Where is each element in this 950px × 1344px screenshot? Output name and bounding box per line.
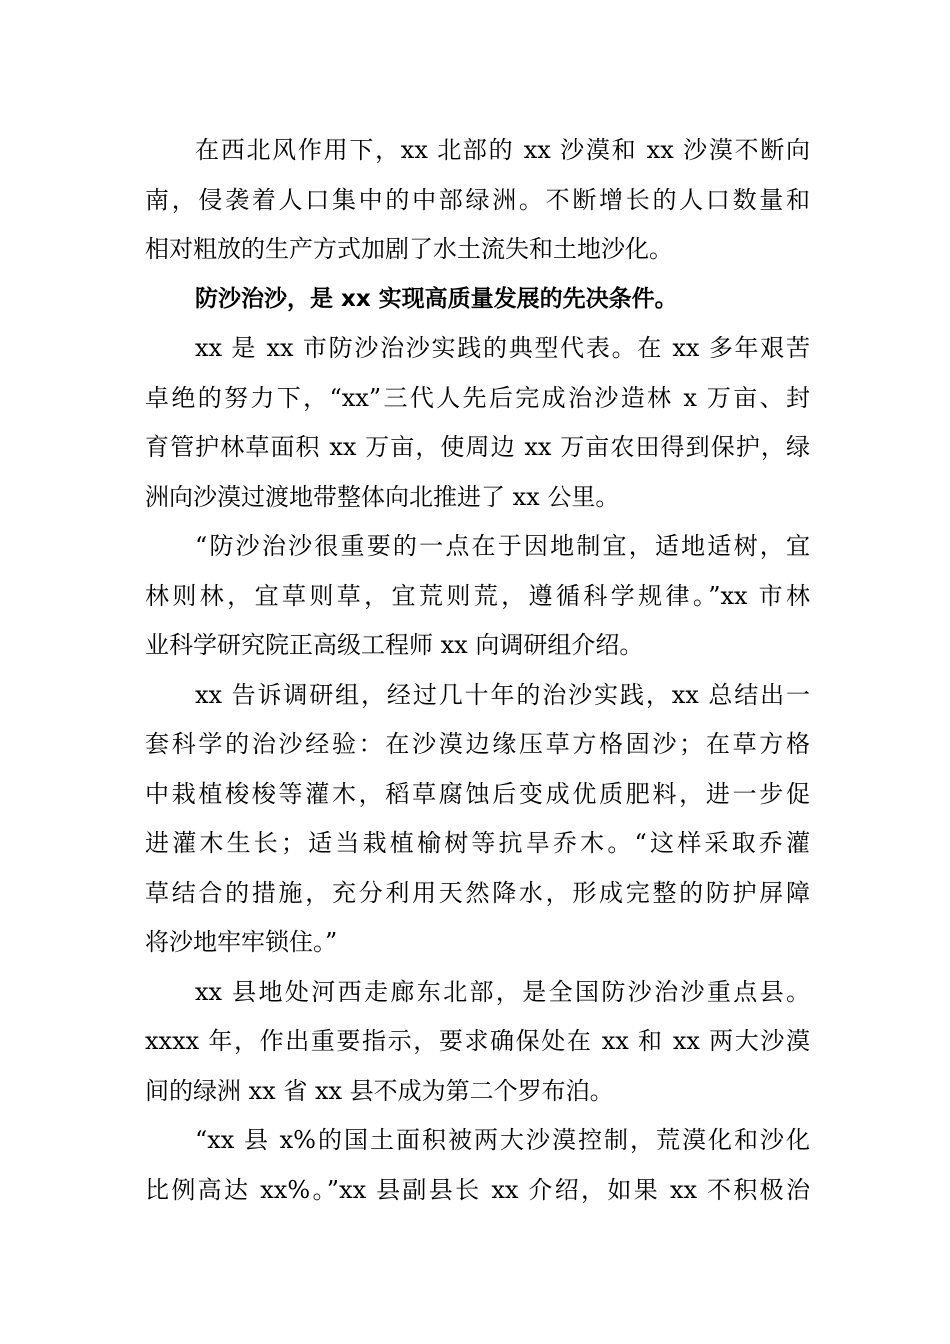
document-body bbox=[145, 126, 810, 1215]
text-line: 套科学的治沙经验：在沙漠边缘压草方格固沙；在草方格 bbox=[145, 730, 810, 758]
text-line: “防沙治沙很重要的一点在于因地制宜，适地适树，宜 bbox=[195, 532, 810, 560]
text-line: 育管护林草面积 xx 万亩，使周边 xx 万亩农田得到保护，绿 bbox=[145, 433, 810, 461]
text-line: 间的绿洲 xx 省 xx 县不成为第二个罗布泊。 bbox=[145, 1076, 614, 1105]
text-line: 业科学研究院正高级工程师 xx 向调研组介绍。 bbox=[145, 631, 644, 659]
text-line: 进灌木生长；适当栽植榆树等抗旱乔木。“这样采取乔灌 bbox=[145, 829, 810, 857]
text-line: 在西北风作用下，xx 北部的 xx 沙漠和 xx 沙漠不断向 bbox=[195, 136, 810, 164]
section-heading: 防沙治沙，是 xx 实现高质量发展的先决条件。 bbox=[195, 285, 678, 312]
text-line: xxxx 年，作出重要指示，要求确保处在 xx 和 xx 两大沙漠 bbox=[145, 1027, 810, 1055]
text-line: xx 是 xx 市防沙治沙实践的典型代表。在 xx 多年艰苦 bbox=[195, 334, 810, 362]
text-line: 林则林，宜草则草，宜荒则荒，遵循科学规律。”xx 市林 bbox=[145, 581, 810, 610]
text-line: 比例高达 xx%。”xx 县副县长 xx 介绍，如果 xx 不积极治 bbox=[145, 1175, 810, 1204]
text-line: 卓绝的努力下，“xx”三代人先后完成治沙造林 x 万亩、封 bbox=[145, 383, 810, 412]
text-line: 草结合的措施，充分利用天然降水，形成完整的防护屏障 bbox=[145, 878, 810, 907]
text-line: 相对粗放的生产方式加剧了水土流失和土地沙化。 bbox=[145, 235, 673, 263]
text-line: 将沙地牢牢锁住。” bbox=[145, 928, 338, 956]
text-line: xx 告诉调研组，经过几十年的治沙实践，xx 总结出一 bbox=[195, 680, 810, 709]
text-line: xx 县地处河西走廊东北部，是全国防沙治沙重点县。 bbox=[195, 977, 810, 1006]
text-line: 南，侵袭着人口集中的中部绿洲。不断增长的人口数量和 bbox=[145, 185, 810, 214]
text-line: “xx 县 x%的国土面积被两大沙漠控制，荒漠化和沙化 bbox=[195, 1126, 810, 1154]
text-line: 洲向沙漠过渡地带整体向北推进了 xx 公里。 bbox=[145, 482, 620, 511]
text-line: 中栽植梭梭等灌木，稻草腐蚀后变成优质肥料，进一步促 bbox=[145, 779, 810, 808]
